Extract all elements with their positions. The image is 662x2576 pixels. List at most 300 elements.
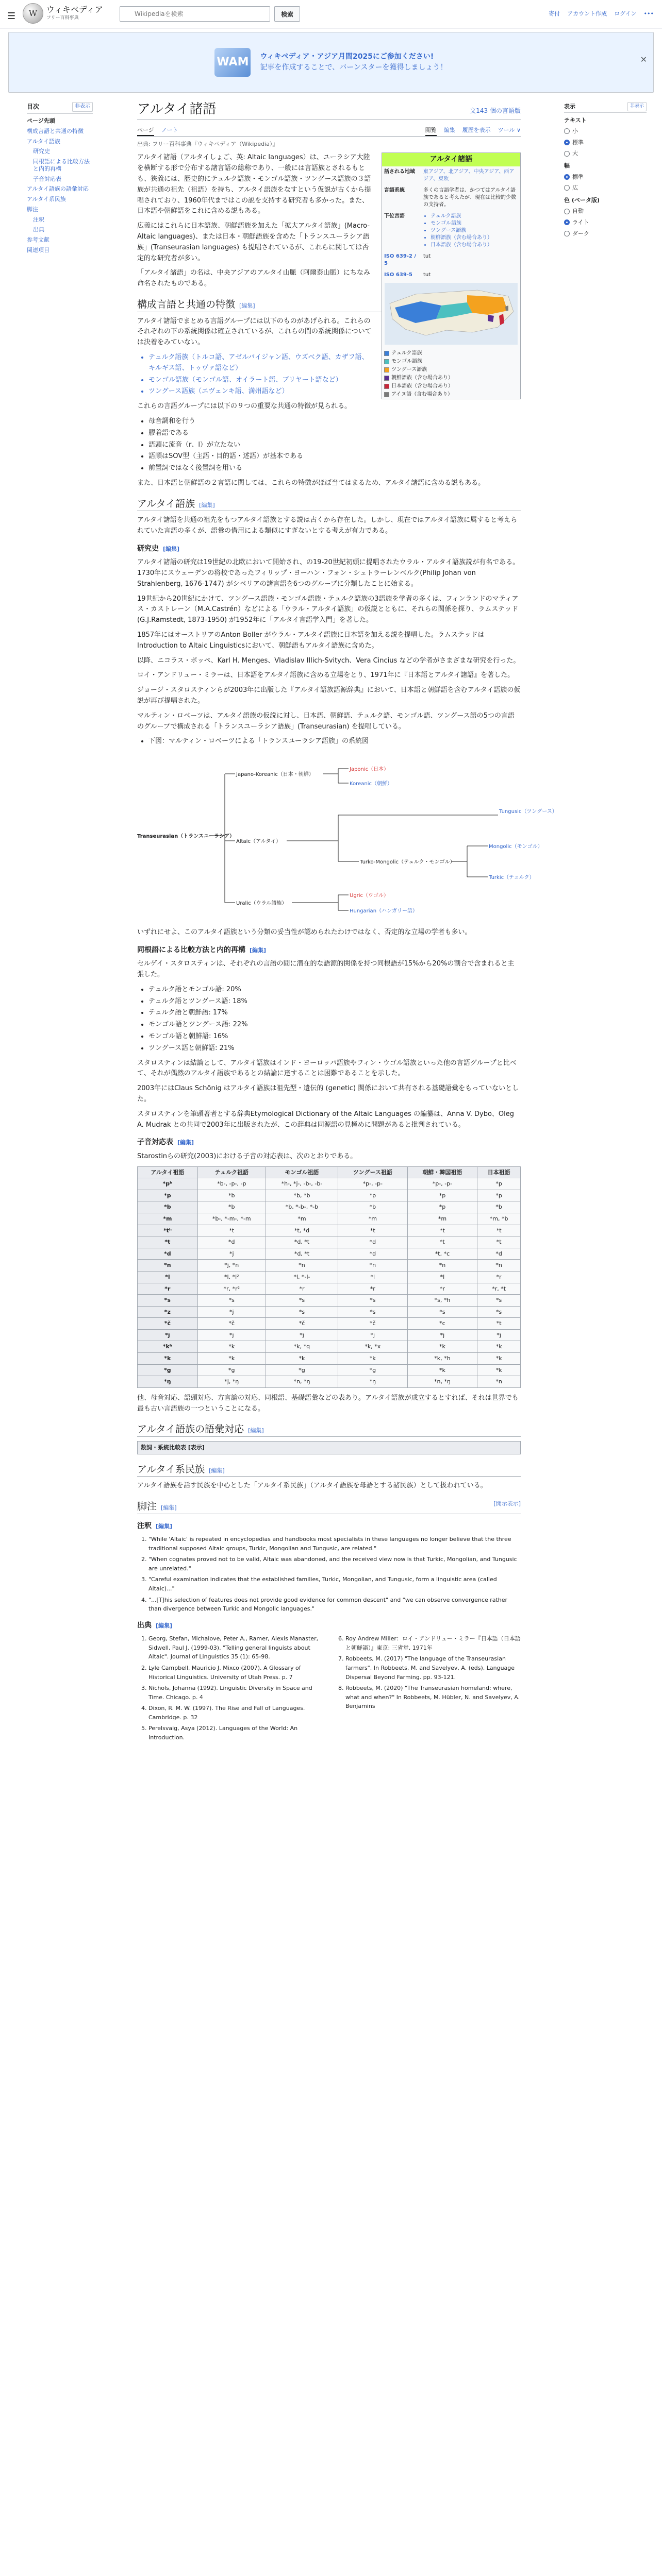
table-cell: *j <box>138 1329 198 1341</box>
table-cell: *d, *t <box>266 1236 338 1248</box>
feature-list-item: • 語頭に流音（r、l）が立たない <box>148 440 521 451</box>
table-cell: *p <box>477 1178 521 1190</box>
edit-link[interactable]: [編集] <box>239 302 255 309</box>
table-cell: *l <box>138 1271 198 1283</box>
table-header-cell: アルタイ祖語 <box>138 1166 198 1178</box>
tab-talk[interactable]: ノート <box>161 126 178 133</box>
banner-title[interactable]: ウィキペディア・アジア月間2025にご参加ください! <box>260 53 434 61</box>
table-cell: *tʰ <box>138 1225 198 1236</box>
paragraph: ジョージ・スタロスティンらが2003年に出版した『アルタイ語族語源辞典』において、日本語と朝鮮語を含むアルタイ語族の仮説が再び提唱された。 <box>137 686 521 705</box>
feature-list-item: • 前置詞ではなく後置詞を用いる <box>148 463 521 474</box>
table-cell: *pʰ <box>138 1178 198 1190</box>
table-cell: *t <box>338 1225 408 1236</box>
infobox-value[interactable]: 東アジア、北アジア、中央アジア、西アジア、東欧 <box>423 168 515 182</box>
toc-list <box>27 116 93 256</box>
edit-link[interactable]: [編集] <box>209 1467 225 1474</box>
table-row <box>138 1318 521 1330</box>
paragraph: Starostinらの研究(2003)における子音の対応表は、次のとおりである。 <box>137 1152 357 1160</box>
edit-link[interactable]: [編集] <box>156 1622 173 1629</box>
table-cell: *b, *b <box>266 1190 338 1201</box>
infobox-label: 下位言語 <box>384 213 405 219</box>
table-row <box>138 1329 521 1341</box>
source-item: 2. Lyle Campbell, Mauricio J. Mixco (2007). A Glossary of Historical Linguistics. University of Utah Press. p. 7 <box>148 1664 324 1682</box>
radio-button[interactable] <box>564 140 570 145</box>
subsection-heading <box>137 944 521 956</box>
table-cell: *g <box>138 1364 198 1376</box>
table-cell: *z <box>138 1306 198 1318</box>
legend-swatch <box>384 359 389 364</box>
search-input[interactable] <box>120 6 270 22</box>
table-header-cell: モンゴル祖語 <box>266 1166 338 1178</box>
table-row <box>138 1260 521 1272</box>
edit-link[interactable]: [編集] <box>177 1139 194 1146</box>
table-row <box>138 1248 521 1260</box>
main-menu-icon[interactable]: ☰ <box>7 11 16 22</box>
table-cell: *p-, -p- <box>338 1178 408 1190</box>
table-cell: *n <box>477 1260 521 1272</box>
table-row <box>138 1353 521 1365</box>
table-cell: *m <box>338 1213 408 1225</box>
subsection-heading <box>137 543 521 554</box>
paragraph: アルタイ諸語を共通の祖先をもつアルタイ語族とする説は古くから存在した。しかし、現在ではアルタイ語族に属すると考えられていた言語の多くが、語彙の借用による類似にすぎないとする考えが有力である。 <box>137 516 518 535</box>
color-option[interactable] <box>564 229 647 239</box>
infobox-label: 話される地域 <box>384 168 415 175</box>
family-tree-diagram <box>137 753 557 918</box>
paragraph: また、日本語と朝鮮語の２言語に関しては、これらの特徴がほぼ当てはまるため、アルタイ諸語に含める説もある。 <box>137 479 485 487</box>
table-cell: *m, *b <box>477 1213 521 1225</box>
close-icon[interactable]: ✕ <box>640 55 647 64</box>
table-cell: *l, *l² <box>197 1271 266 1283</box>
site-notice-banner <box>8 32 654 93</box>
text-size-option[interactable] <box>564 127 647 136</box>
table-cell: *p <box>407 1190 477 1201</box>
legend-label: モンゴル語族 <box>391 358 422 364</box>
table-cell: *k <box>197 1341 266 1353</box>
table-cell: *d <box>477 1248 521 1260</box>
table-cell: *b <box>197 1201 266 1213</box>
edit-link[interactable]: [編集] <box>163 545 180 552</box>
edit-link[interactable]: [編集] <box>199 501 215 509</box>
table-cell: *m <box>266 1213 338 1225</box>
section-heading <box>137 1463 521 1477</box>
source-item: 6. Roy Andrew Miller：ロイ・アンドリュー・ミラー『日本語（日本語と朝鮮語）』東京: 三省堂, 1971年 <box>345 1634 521 1652</box>
table-cell: *d <box>138 1248 198 1260</box>
infobox-value: tut <box>423 253 431 259</box>
notes-list <box>148 1535 521 1614</box>
note-item: 3. "Careful examination indicates that the established families, Turkic, Mongolian, and Tungusic, form a linguistic area (called Altaic)..." <box>148 1575 521 1593</box>
tab-history[interactable]: 履歴を表示 <box>462 126 491 133</box>
source-item: 4. Dixon, R. M. W. (1997). The Rise and Fall of Languages. Cambridge. p. 32 <box>148 1704 324 1722</box>
tab-edit[interactable]: 編集 <box>443 126 455 133</box>
width-label: 幅 <box>564 162 570 169</box>
radio-label: 広 <box>572 184 578 192</box>
color-option[interactable] <box>564 207 647 216</box>
paragraph: いずれにせよ、このアルタイ語族という分類の妥当性が認められたわけではなく、否定的な立場の学者も多い。 <box>137 928 472 937</box>
legend-label: 朝鮮語族（含む場合あり） <box>391 375 453 381</box>
table-cell: *g <box>266 1364 338 1376</box>
table-cell: *t <box>477 1318 521 1330</box>
legend-item <box>382 366 520 374</box>
table-header-cell: 日本祖語 <box>477 1166 521 1178</box>
paragraph: 「アルタイ諸語」の名は、中央アジアのアルタイ山脈（阿爾泰山脈）にちなみ命名されたものである。 <box>137 269 370 288</box>
table-cell: *j <box>197 1306 266 1318</box>
infobox-label[interactable]: ISO 639-2 / 5 <box>384 253 417 266</box>
table-cell: *l <box>407 1271 477 1283</box>
login-link[interactable]: ログイン <box>614 10 637 17</box>
radio-button[interactable] <box>564 219 570 225</box>
table-cell: *j, *ŋ <box>197 1376 266 1388</box>
section-heading <box>137 1422 521 1437</box>
table-cell: *r, *t <box>477 1283 521 1295</box>
legend-item <box>382 391 520 399</box>
table-cell: *s <box>266 1306 338 1318</box>
table-cell: *k, *h <box>407 1353 477 1365</box>
table-cell: *t <box>197 1225 266 1236</box>
notes-toggle[interactable]: [開示表示] <box>493 1500 521 1507</box>
table-cell: *n, *ŋ <box>266 1376 338 1388</box>
table-cell: *j, *n <box>197 1260 266 1272</box>
tree-node-mongolic[interactable]: Mongolic（モンゴル） <box>489 844 543 850</box>
paragraph: 19世紀から20世紀にかけて、ツングース語族・モンゴル語族・テュルク語族の3語族を学者の多くは、フィンランドのマティアス・カストレーン（M.A.Castrén）などによる「ウラル・アルタイ語族」の仮説とともに、それらの関係を探り、ラムステッド(G.J.Ramstedt, 1873-1950) が1952年に「アルタイ言語学入門」を著した。 <box>137 595 519 624</box>
legend-swatch <box>384 367 389 372</box>
table-cell: *k <box>266 1353 338 1365</box>
feature-list <box>148 416 521 474</box>
section-title: 脚注 <box>137 1501 157 1513</box>
cognate-percent-item: • モンゴル語とツングース語: 22% <box>148 1020 521 1030</box>
asian-month-icon: WAM <box>214 48 251 77</box>
table-cell: *j <box>338 1329 408 1341</box>
section-heading <box>137 1500 521 1514</box>
tree-node-hungarian[interactable]: Hungarian（ハンガリー語） <box>350 908 418 914</box>
infobox-sublist-item[interactable]: • ツングース語族 <box>431 227 518 234</box>
toc-item[interactable]: 参考文献 <box>27 236 49 244</box>
table-cell: *g <box>338 1364 408 1376</box>
table-cell: *n <box>338 1260 408 1272</box>
table-cell: *c <box>407 1318 477 1330</box>
paragraph: スタロスティンは結論として、アルタイ語族はインド・ヨーロッパ語族やフィン・ウゴル語族といった他の言語グループと比べて、それが偶然のアルタイ語族であるとの結論に達することは困難であることを示した。 <box>137 1059 517 1078</box>
feature-list-item: • 母音調和を行う <box>148 416 521 427</box>
table-cell: *b, *-b-, *-b <box>266 1201 338 1213</box>
paragraph: アルタイ語族を話す民族を中心とした「アルタイ系民族」（アルタイ語族を母語とする諸民族）として扱われている。 <box>137 1482 487 1490</box>
table-row <box>138 1306 521 1318</box>
section-title: 構成言語と共通の特徴 <box>137 298 236 310</box>
radio-label: 標準 <box>572 139 584 146</box>
logo-tagline: フリー百科事典 <box>46 15 79 21</box>
more-menu-icon[interactable]: ••• <box>643 10 654 17</box>
source-item: 7. Robbeets, M. (2017) "The language of the Transeurasian farmers". In Robbeets, M. and Savelyev, A. (eds), Language Dispersal Beyond Farming. pp. 93-121. <box>345 1654 521 1682</box>
table-cell: *b <box>138 1201 198 1213</box>
tree-node-tungusic[interactable]: Tungusic（ツングース） <box>499 809 557 815</box>
table-cell: *t, *d <box>266 1225 338 1236</box>
table-cell: *d <box>338 1248 408 1260</box>
radio-button[interactable] <box>564 185 570 191</box>
legend-swatch <box>384 351 389 356</box>
legend-item <box>382 374 520 382</box>
table-cell: *t <box>407 1225 477 1236</box>
language-list-item[interactable]: • テュルク語族（トルコ語、アゼルバイジャン語、ウズベク語、カザフ語、キルギス語、トゥヴァ語など） <box>148 352 521 374</box>
table-cell: *s, *h <box>407 1295 477 1307</box>
table-row <box>138 1190 521 1201</box>
table-cell: *ŋ <box>138 1376 198 1388</box>
radio-label: 標準 <box>572 173 584 180</box>
banner-text[interactable]: 記事を作成することで、バーンスターを獲得しましょう！ <box>260 63 448 72</box>
table-cell: *p <box>477 1190 521 1201</box>
tree-node-koreanic[interactable]: Koreanic（朝鮮） <box>350 781 392 787</box>
table-cell: *p <box>338 1190 408 1201</box>
table-row <box>138 1271 521 1283</box>
infobox-value: 多くの言語学者は、かつてはアルタイ語族であると考えたが、現在は比較的少数の支持者。 <box>423 187 516 208</box>
table-row <box>138 1364 521 1376</box>
subsection-title: 出典 <box>137 1621 152 1630</box>
table-cell: *kʰ <box>138 1341 198 1353</box>
tab-tools[interactable]: ツール ∨ <box>498 126 521 133</box>
table-row <box>138 1213 521 1225</box>
radio-button[interactable] <box>564 174 570 180</box>
table-row <box>138 1376 521 1388</box>
table-header-cell: テュルク祖語 <box>197 1166 266 1178</box>
tree-node-japano-koreanic: Japano-Koreanic（日本・朝鮮） <box>236 772 314 778</box>
table-header-cell: ツングース祖語 <box>338 1166 408 1178</box>
language-list-item[interactable]: • モンゴル語族（モンゴル語、オイラート語、ブリヤート語など） <box>148 375 521 386</box>
infobox-label[interactable]: ISO 639-5 <box>384 272 412 278</box>
legend-label: 日本語族（含む場合あり） <box>391 383 453 389</box>
cognate-percent-item: • テュルク語と朝鮮語: 17% <box>148 1008 521 1019</box>
radio-button[interactable] <box>564 128 570 134</box>
paragraph: アルタイ諸語（アルタイしょご、英: Altaic languages）は、ユーラシア大陸を横断する形で分布する諸言語の総称であり、一般には言語族とされるもとも、狭義には、歴史的にテュルク語族・モンゴル語族・ツングース語族の３語族が共通の祖先（祖語）を持ち、アルタイ語族をなすという仮説が古くから提唱されており、1960年代まではこの説を支持する研究者も多かった。また、日本語や朝鮮語をこれに含める説もある。 <box>137 154 371 215</box>
note-item: 1. "While 'Altaic' is repeated in encyclopedias and handbooks most specialists in these languages no longer believe that the three traditional supposed Altaic groups, Turkic, Mongolian and Tungusic, are related." <box>148 1535 521 1553</box>
table-cell: *n <box>477 1376 521 1388</box>
source-item: 3. Nichols, Johanna (1992). Linguistic Diversity in Space and Time. Chicago. p. 4 <box>148 1684 324 1702</box>
section-heading <box>137 497 521 512</box>
paragraph: 広義にはこれらに日本語族、朝鮮語族を加えた「拡大アルタイ語族」(Macro-Altaic languages)、または日本・朝鮮語族を含めた「トランスユーラシア語族」(Transeurasian languages) も提唱されているが、これらに関しては否定的な研究者が多い。 <box>137 222 370 262</box>
toc-sidebar <box>27 102 93 256</box>
table-cell: *d, *t <box>266 1248 338 1260</box>
language-list-item[interactable]: • ツングース語族（エヴェンキ語、満州語など） <box>148 386 521 397</box>
toc-item[interactable]: アルタイ系民族 <box>27 196 66 203</box>
table-cell: *j <box>266 1329 338 1341</box>
table-cell: *d <box>197 1236 266 1248</box>
article-content <box>137 101 557 1744</box>
section-title: アルタイ系民族 <box>137 1463 205 1475</box>
map-legend <box>382 349 520 399</box>
toc-item[interactable]: 構成言語と共通の特徴 <box>27 127 84 134</box>
legend-item <box>382 349 520 358</box>
table-cell: *t <box>407 1236 477 1248</box>
source-item: 8. Robbeets, M. (2020) "The Transeurasian homeland: where, what and when?" In Robbeets, M. Hübler, N. and Savelyev, A. Benjamins <box>345 1684 521 1711</box>
table-cell: *k <box>338 1353 408 1365</box>
radio-label: ライト <box>572 218 589 226</box>
paragraph: アルタイ諸語でまとめる言語グループには以下のものがあげられる。これらのそれぞれの下の系統関係は確立されているが、これらの間の系統関係については決着をみていない。 <box>137 317 372 347</box>
site-logo[interactable] <box>23 3 103 24</box>
table-row <box>138 1225 521 1236</box>
language-count[interactable]: 143 個の言語版 <box>476 107 521 114</box>
cognate-percent-item: • テュルク語とツングース語: 18% <box>148 996 521 1007</box>
legend-item <box>382 358 520 366</box>
table-cell: *n, *ŋ <box>407 1376 477 1388</box>
width-option[interactable] <box>564 183 647 193</box>
table-cell: *j <box>197 1248 266 1260</box>
legend-item <box>382 382 520 391</box>
table-cell: *h-, *j-, -b-, -b- <box>266 1178 338 1190</box>
legend-label: テュルク語族 <box>391 350 422 356</box>
infobox <box>382 152 521 399</box>
radio-button[interactable] <box>564 231 570 236</box>
table-cell: *p <box>138 1190 198 1201</box>
language-switcher[interactable]: 文143 個の言語版 <box>470 107 521 114</box>
table-row <box>138 1201 521 1213</box>
site-sub: 出典: フリー百科事典『ウィキペディア（Wikipedia）』 <box>137 140 278 147</box>
table-row <box>138 1341 521 1353</box>
table-cell: *r <box>266 1283 338 1295</box>
toc-item[interactable]: 関連項目 <box>27 246 49 253</box>
search-button[interactable]: 検索 <box>274 6 300 22</box>
toc-item[interactable]: 研究史 <box>33 148 50 155</box>
tree-node-altaic: Altaic（アルタイ） <box>236 839 281 845</box>
edit-link[interactable]: [編集] <box>250 946 267 954</box>
table-cell: *s <box>407 1306 477 1318</box>
user-links <box>549 9 654 19</box>
width-option[interactable] <box>564 173 647 182</box>
toc-heading: 目次 <box>27 103 40 110</box>
table-cell: *t <box>477 1236 521 1248</box>
tree-node-ugric[interactable]: Ugric（ウゴル） <box>350 893 389 899</box>
toc-item[interactable]: アルタイ語族の語彙対応 <box>27 185 89 193</box>
tree-node-turkic[interactable]: Turkic（テュルク） <box>489 875 535 881</box>
table-cell: *k <box>138 1353 198 1365</box>
table-cell: *s <box>477 1295 521 1307</box>
table-cell: *s <box>477 1306 521 1318</box>
infobox-sublist-item[interactable]: • 日本語族（含む場合あり） <box>431 242 518 249</box>
radio-button[interactable] <box>564 209 570 214</box>
subsection-title: 同根語による比較方法と内的再構 <box>137 945 245 954</box>
table-header-row <box>138 1166 521 1178</box>
toc-item[interactable]: 子音対応表 <box>33 175 61 182</box>
radio-label: 自動 <box>572 208 584 215</box>
edit-link[interactable]: [編集] <box>248 1427 264 1434</box>
table-cell: *b <box>338 1201 408 1213</box>
feature-list-item: • 語順はSOV型（主語・目的語・述語）が基本である <box>148 451 521 462</box>
table-cell: *t <box>477 1225 521 1236</box>
cognate-percent-item: • モンゴル語と朝鮮語: 16% <box>148 1031 521 1042</box>
table-cell: *b-, *-m-, *-m <box>197 1213 266 1225</box>
table-cell: *b-, -p-, -p <box>197 1178 266 1190</box>
infobox-sublist-item[interactable]: • テュルク語族 <box>431 213 518 220</box>
table-cell: *j <box>407 1329 477 1341</box>
table-cell: *k, *q <box>266 1341 338 1353</box>
table-cell: *m <box>407 1213 477 1225</box>
tree-node-japonic[interactable]: Japonic（日本） <box>350 767 389 773</box>
section-title: アルタイ語族の語彙対応 <box>137 1423 244 1435</box>
radio-label: 小 <box>572 128 578 135</box>
wikipedia-globe-icon: W <box>23 3 43 24</box>
toc-item[interactable]: 注釈 <box>33 216 44 223</box>
table-cell: *j <box>197 1329 266 1341</box>
toc-item[interactable]: アルタイ語族 <box>27 138 60 145</box>
infobox-sublist <box>431 213 518 249</box>
cognate-percent-item: • ツングース語と朝鮮語: 21% <box>148 1043 521 1054</box>
toc-item[interactable]: 出典 <box>33 226 44 233</box>
source-item: 5. Perelsvaig, Asya (2012). Languages of the World: An Introduction. <box>148 1724 324 1742</box>
table-cell: *č <box>338 1318 408 1330</box>
table-cell: *s <box>138 1295 198 1307</box>
appearance-hide-button[interactable]: 非表示 <box>627 102 647 111</box>
edit-link[interactable]: [編集] <box>161 1504 177 1512</box>
table-cell: *č <box>197 1318 266 1330</box>
table-row <box>138 1283 521 1295</box>
toc-hide-button[interactable]: 非表示 <box>72 102 93 112</box>
infobox-title: アルタイ諸語 <box>382 153 520 166</box>
table-cell: *p <box>407 1201 477 1213</box>
legend-label: ツングース語族 <box>391 366 427 372</box>
source-item: 1. Georg, Stefan, Michalove, Peter A., Ramer, Alexis Manaster, Sidwell, Paul J. (1999-03). "Telling general linguists about Altaic". Journal of Linguistics 35 (1): 65-98. <box>148 1634 324 1662</box>
tree-caption: • 下図：マルティン・ロベーツによる「トランスユーラシア語族」の系統図 <box>148 736 521 747</box>
table-cell: *r <box>338 1283 408 1295</box>
distribution-map[interactable] <box>385 283 518 345</box>
toc-item[interactable]: 脚注 <box>27 206 38 213</box>
table-cell: *l, *-l- <box>266 1271 338 1283</box>
logo-wordmark: ウィキペディア <box>46 5 103 14</box>
donate-link[interactable]: 寄付 <box>549 10 560 17</box>
cognate-percent-item: • テュルク語とモンゴル語: 20% <box>148 985 521 995</box>
infobox-label: 言語系統 <box>384 187 405 193</box>
table-row <box>138 1178 521 1190</box>
text-size-option[interactable] <box>564 138 647 147</box>
infobox-sublist-item[interactable]: • モンゴル語族 <box>431 220 518 227</box>
paragraph: マルティン・ロベーツは、アルタイ語族の仮説に対し、日本語、朝鮮語、テュルク語、モンゴル語、ツングース語の5つの言語のグループで構成される「トランスユーラシア語族」(Transeurasian) を提唱している。 <box>137 711 515 731</box>
tab-page[interactable]: ページ <box>137 124 154 136</box>
table-cell: *r, *r² <box>197 1283 266 1295</box>
toc-item[interactable]: 同根語による比較方法と内的再構 <box>33 158 90 172</box>
vocab-collapsible[interactable]: 数詞・系統比較表 [表示] <box>137 1441 521 1454</box>
table-cell: *t, *c <box>407 1248 477 1260</box>
radio-label: ダーク <box>572 230 589 237</box>
paragraph: 以降、ニコラス・ポッペ、Karl H. Menges、Vladislav Illich-Svitych、Vera Cincius などの学者がさまざまな研究を行った。 <box>137 656 520 665</box>
infobox-sublist-item[interactable]: • 朝鮮語族（含む場合あり） <box>431 234 518 242</box>
table-cell: *k <box>477 1364 521 1376</box>
table-cell: *k <box>477 1353 521 1365</box>
toc-item[interactable]: ページ先頭 <box>27 117 55 125</box>
sources-list-right <box>345 1634 521 1711</box>
consonant-correspondence-table <box>137 1166 521 1388</box>
table-cell: *s <box>197 1295 266 1307</box>
subsection-title: 子音対応表 <box>137 1138 173 1147</box>
table-cell: *č <box>138 1318 198 1330</box>
radio-button[interactable] <box>564 151 570 157</box>
cognate-percent-list <box>148 985 521 1054</box>
subsection-heading <box>137 1620 521 1631</box>
infobox-value: tut <box>423 272 431 278</box>
color-option[interactable] <box>564 218 647 227</box>
text-size-label: テキスト <box>564 116 587 124</box>
table-cell: *n <box>138 1260 198 1272</box>
paragraph: 1857年にはオーストリアのAnton Boller がウラル・アルタイ語族に日本語を加える説を提唱した。ラムステッドはIntroduction to Altaic Linguisticsにおいて、朝鮮語もアルタイ語族に含めた。 <box>137 631 485 650</box>
text-size-option[interactable] <box>564 149 647 158</box>
table-cell: *k <box>197 1353 266 1365</box>
page-tabs <box>137 124 521 137</box>
edit-link[interactable]: [編集] <box>156 1522 173 1530</box>
create-account-link[interactable]: アカウント作成 <box>567 10 607 17</box>
table-cell: *k <box>407 1364 477 1376</box>
legend-label: アイヌ語（含む場合あり） <box>391 391 453 397</box>
table-row <box>138 1236 521 1248</box>
paragraph: アルタイ諸語の研究は19世紀の北欧において開始され、の19-20世紀初頭に提唱されたウラル・アルタイ語族説が有名である。1730年にスウェーデンの将校であったフィリップ・ヨーハン・フォン・シュトラーレンベルク(Philip Johan von Strahlenberg, 1676-1747) がシベリアの諸言語を6つのグループに分類したことに始まる。 <box>137 558 520 588</box>
table-cell: *m <box>138 1213 198 1225</box>
table-cell: *j <box>477 1329 521 1341</box>
table-cell: *s <box>338 1295 408 1307</box>
table-cell: *k, *x <box>338 1341 408 1353</box>
tab-read[interactable]: 閲覧 <box>425 124 437 136</box>
table-cell: *n <box>407 1260 477 1272</box>
